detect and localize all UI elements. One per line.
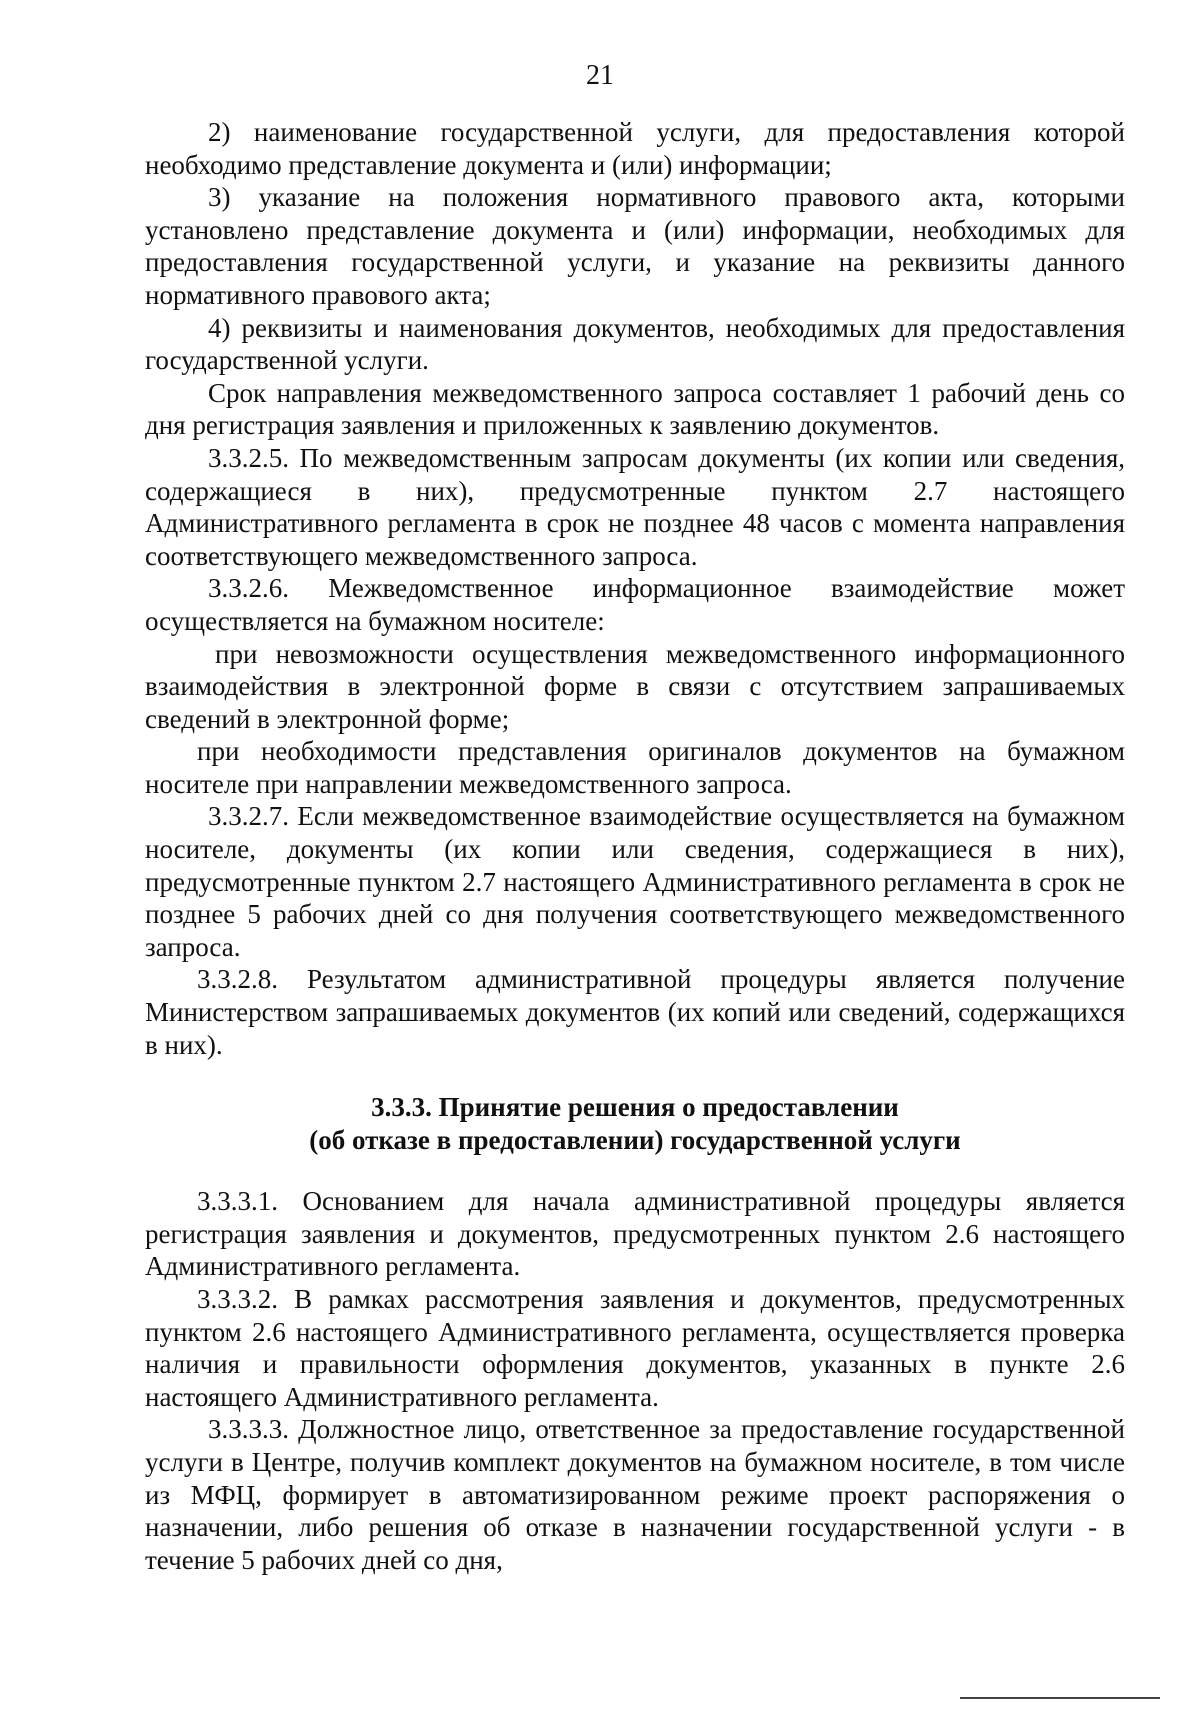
paragraph-deadline: Срок направления межведомственного запроса составляет 1 рабочий день со дня регистрация заявления и приложенных к заявлению документов.: [145, 377, 1125, 441]
paragraph-p-3-3-2-6: 3.3.2.6. Межведомственное информационное взаимодействие может осуществляется на бумажном носителе:: [145, 573, 1125, 636]
paragraph-p-3-3-3-1: 3.3.3.1. Основанием для начала административной процедуры является регистрация заявления и документов, предусмотренных пунктом 2.6 настоящего Административного регламента.: [145, 1186, 1125, 1282]
paragraph-p-3-3-3-2: 3.3.3.2. В рамках рассмотрения заявления и документов, предусмотренных пунктом 2.6 настоящего Административного регламента, осуществляется проверка наличия и правильности оформления документов, указанных в пункте 2.6 настоящего Административного регламента.: [145, 1284, 1125, 1412]
paragraph-item-2: 2) наименование государственной услуги, для предоставления которой необходимо представление документа и (или) информации;: [145, 117, 1125, 180]
paragraphs-top: [145, 116, 1125, 1061]
section-heading-line-1: 3.3.3. Принятие решения о предоставлении: [371, 1092, 899, 1123]
paragraph-p-3-3-2-8: 3.3.2.8. Результатом административной процедуры является получение Министерством запрашиваемых документов (их копий или сведений, содержащихся в них).: [145, 964, 1125, 1060]
footer-rule: [960, 1697, 1160, 1699]
paragraph-p-3-3-2-5: 3.3.2.5. По межведомственным запросам документы (их копии или сведения, содержащиеся в них), предусмотренные пунктом 2.7 настоящего Административного регламента в срок не позднее 48 часов с момента направления соответствующего межведомственного запроса.: [145, 442, 1125, 571]
paragraph-p-3-3-2-6-a: при невозможности осуществления межведомственного информационного взаимодействия в электронной форме в связи с отсутствием запрашиваемых сведений в электронной форме;: [145, 638, 1125, 734]
paragraph-item-4: 4) реквизиты и наименования документов, необходимых для предоставления государственной услуги.: [145, 312, 1125, 376]
paragraph-p-3-3-2-7: 3.3.2.7. Если межведомственное взаимодействие осуществляется на бумажном носителе, документы (их копии или сведения, содержащиеся в них), предусмотренные пунктом 2.7 настоящего Административного регламента в срок не позднее 5 рабочих дней со дня получения соответствующего межведомственного запроса.: [145, 801, 1125, 962]
document-body: [145, 116, 1125, 1576]
paragraphs-bottom: [145, 1185, 1125, 1576]
paragraph-p-3-3-2-6-b: при необходимости представления оригиналов документов на бумажном носителе при направлении межведомственного запроса.: [145, 736, 1125, 799]
paragraph-p-3-3-3-3: 3.3.3.3. Должностное лицо, ответственное за предоставление государственной услуги в Центре, получив комплект документов на бумажном носителе, в том числе из МФЦ, формирует в автоматизированном режиме проект распоряжения о назначении, либо решения об отказе в назначении государственной услуги - в течение 5 рабочих дней со дня,: [145, 1414, 1125, 1575]
section-heading: [145, 1091, 1125, 1157]
page-number: 21: [586, 60, 614, 91]
paragraph-item-3: 3) указание на положения нормативного правового акта, которыми установлено представление документа и (или) информации, необходимых для предоставления государственной услуги, и указание на реквизиты данного нормативного правового акта;: [145, 182, 1125, 310]
section-heading-line-2: (об отказе в предоставлении) государственной услуги: [309, 1125, 961, 1156]
